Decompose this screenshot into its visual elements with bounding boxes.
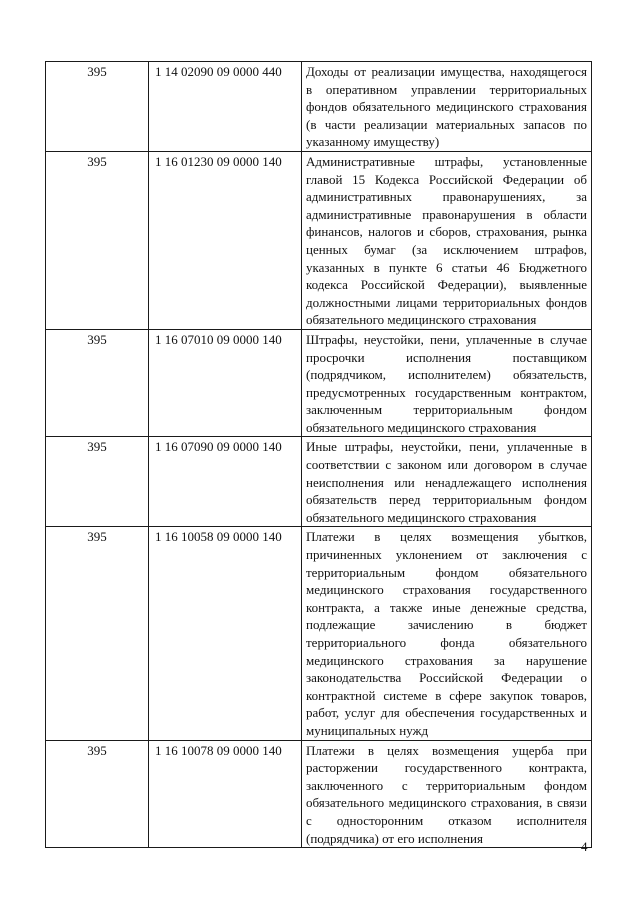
- admin-code-cell: 395: [46, 151, 149, 329]
- revenue-name-cell: Штрафы, неустойки, пени, уплаченные в случае просрочки исполнения поставщиком (подрядчиком, исполнителем) обязательств, предусмотренных государственным контрактом, заключенным территориальным фондом обязательного медицинского страхования: [302, 329, 592, 437]
- admin-code-cell: 395: [46, 437, 149, 527]
- revenue-name-cell: Иные штрафы, неустойки, пени, уплаченные в соответствии с законом или договором в случае неисполнения или ненадлежащего исполнения обязательств перед территориальным фондом обязательного медицинского страхования: [302, 437, 592, 527]
- budget-code-cell: 1 16 01230 09 0000 140: [149, 151, 302, 329]
- budget-code-cell: 1 16 07090 09 0000 140: [149, 437, 302, 527]
- table-row: [46, 437, 592, 527]
- budget-code-cell: 1 14 02090 09 0000 440: [149, 62, 302, 152]
- table-row: [46, 527, 592, 740]
- revenue-name-cell: Административные штрафы, установленные главой 15 Кодекса Российской Федерации об административных правонарушениях, за административные правонарушения в области финансов, налогов и сборов, страхования, рынка ценных бумаг (за исключением штрафов, указанных в пункте 6 статьи 46 Бюджетного кодекса Российской Федерации), выявленные должностными лицами территориальных фондов обязательного медицинского страхования: [302, 151, 592, 329]
- budget-code-cell: 1 16 10078 09 0000 140: [149, 740, 302, 848]
- table-row: [46, 329, 592, 437]
- revenue-name-cell: Доходы от реализации имущества, находящегося в оперативном управлении территориальных фондов обязательного медицинского страхования (в части реализации материальных запасов по указанному имуществу): [302, 62, 592, 152]
- table-row: [46, 151, 592, 329]
- page-number: 4: [581, 839, 588, 854]
- revenue-name-cell: Платежи в целях возмещения убытков, причиненных уклонением от заключения с территориальным фондом обязательного медицинского страхования государственного контракта, а также иные денежные средства, подлежащие зачислению в бюджет территориального фонда обязательного медицинского страхования за нарушение законодательства Российской Федерации о контрактной системе в сфере закупок товаров, работ, услуг для обеспечения государственных и муниципальных нужд: [302, 527, 592, 740]
- table-row: [46, 62, 592, 152]
- admin-code-cell: 395: [46, 329, 149, 437]
- table-row: [46, 740, 592, 848]
- admin-code-cell: 395: [46, 527, 149, 740]
- budget-code-cell: 1 16 10058 09 0000 140: [149, 527, 302, 740]
- admin-code-cell: 395: [46, 62, 149, 152]
- revenue-codes-table: [45, 61, 592, 848]
- budget-code-cell: 1 16 07010 09 0000 140: [149, 329, 302, 437]
- admin-code-cell: 395: [46, 740, 149, 848]
- revenue-name-cell: Платежи в целях возмещения ущерба при расторжении государственного контракта, заключенного с территориальным фондом обязательного медицинского страхования, в связи с односторонним отказом исполнителя (подрядчика) от его исполнения: [302, 740, 592, 848]
